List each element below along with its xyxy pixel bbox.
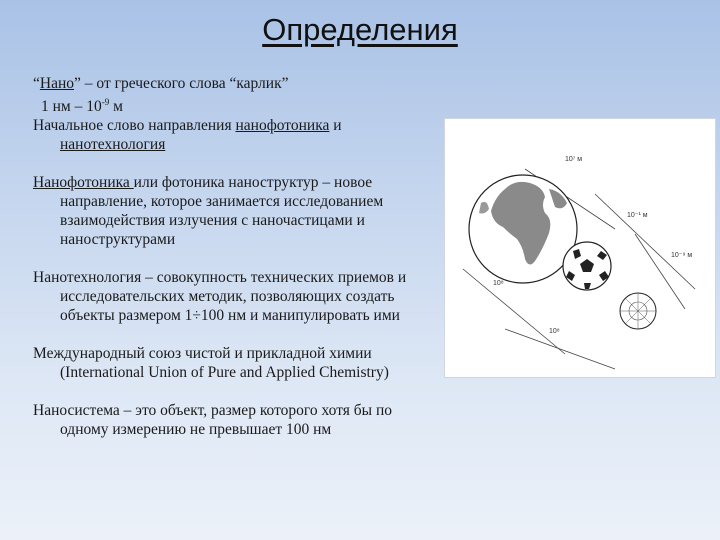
nm-unit: м [109, 98, 123, 116]
nano-word: Нано [39, 75, 75, 92]
page-title: Определения [262, 12, 458, 47]
label-ratio-1: 10⁸ [493, 280, 504, 287]
scale-diagram [445, 119, 715, 377]
nanophotonics-link[interactable]: нанофотоника [235, 117, 330, 135]
nanophotonics-description: или фотоника наноструктур – новое направление, которое занимается исследованием взаимодействия излучения с наночастицами и наноструктурами [60, 174, 384, 249]
label-c60: 10⁻⁹ м [671, 252, 693, 259]
nanotechnology-link[interactable]: нанотехнология [60, 136, 166, 154]
definitions-text [33, 74, 438, 439]
nanophotonics-term[interactable]: Нанофотоника [33, 174, 134, 192]
nano-origin: ” – от греческого слова “карлик” [74, 75, 289, 92]
nanometer-definition [33, 93, 438, 116]
earth-icon [469, 175, 577, 283]
label-ratio-2: 10⁸ [549, 328, 560, 335]
soccer-ball-icon [563, 242, 611, 290]
nanotechnology-paragraph: Нанотехнология – совокупность технических приемов и исследовательских методик, позволяющих создать объекты размером 1÷100 нм и манипулировать ими [33, 269, 407, 325]
fullerene-icon [620, 293, 656, 329]
iupac-paragraph: Международный союз чистой и прикладной химии (International Union of Pure and Applied Chemistry) [33, 345, 389, 382]
label-earth: 10⁷ м [565, 156, 583, 163]
and-text: и [329, 117, 342, 135]
nm-exponent: -9 [101, 97, 110, 107]
initial-word-paragraph [33, 116, 438, 154]
nanophotonics-paragraph [33, 173, 438, 249]
quote-open: “ [33, 75, 40, 92]
nanosystem-paragraph: Наносистема – это объект, размер которого хотя бы по одному измерению не превышает 100 нм [33, 402, 393, 439]
scale-figure [444, 118, 716, 378]
label-ball: 10⁻¹ м [627, 212, 648, 219]
nano-definition [33, 74, 438, 93]
initial-word-text: Начальное слово направления [33, 117, 236, 135]
nm-prefix: 1 нм – 10 [41, 98, 102, 116]
ball-scale-line [595, 194, 695, 289]
ratio-line-2 [505, 329, 615, 369]
